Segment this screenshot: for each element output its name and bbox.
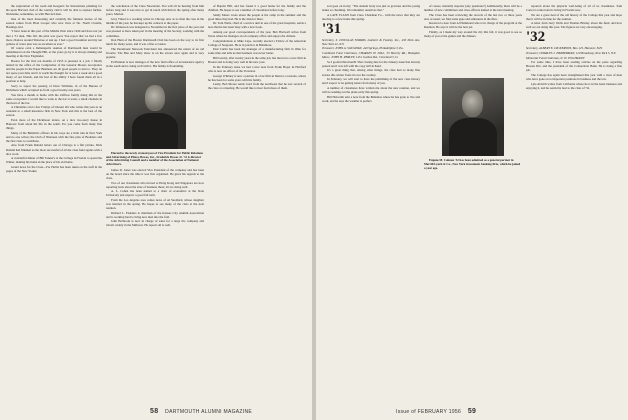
paragraph: of Baptist Hill, and has found it a good home for the family and the children. He hopes to see a number of classmates before long. [208, 4, 306, 13]
paragraph: It's a great thing that, among other things, the class had so many fine stories this winter from all over the country. [322, 68, 420, 77]
magazine-title: DARTMOUTH ALUMNI MAGAZINE [165, 409, 253, 415]
paragraph: A number of classmates have written me about the new reunion, and we will be sending out the plans early this spring. [322, 85, 420, 94]
right-col3-text-after [526, 60, 622, 90]
paragraph: of course, mentally superior (any questions?) Additionally, there will be a number of new committees and class officers named at the next meeting. [424, 4, 522, 13]
paragraph: Grand news for the Class—Far Hollis has been taken on the staff in the pages of the New Yorker. [6, 164, 102, 173]
left-col2-text [106, 4, 204, 68]
paragraph: Boston for the first ten months of 1955 is pursued at a job. I finally landed in the office of the Comptroller of the General Motors Acceptance and the people in the Paper Business are all good people to turn to. They do not spare your time and it is worth the thought for at least a week and a good many of our friends, and his feel of his ability I have found them all in a position to help. [6, 58, 102, 84]
left-column-3 [208, 4, 306, 402]
right-page [316, 0, 628, 420]
paragraph: In the February issue we had a nice note from Frank Boyer in Hartford who is now an officer of the Travelers. [208, 64, 306, 73]
paragraph: Don Hunt of the Boston Dartmouth Club has been on the way to its first lunch for many years, and it was a fine occasion. [106, 38, 204, 47]
paragraph: Many of the Bulletin's officers in his ways are a little rain in New York and no one writes; the Club of Nineteen with the fine plan of Boulders and the first class to contribute. [6, 130, 102, 143]
paragraph: In February, we will start to have the publishing of the new class history and I expect to be getting letters from many of you. [322, 77, 420, 86]
paragraph: Congratulations to Mike Cape, recently elected a Fellow of the American College of Surgeons. He is in practice in Baltimore. [208, 38, 306, 47]
paragraph: One of the most interesting and certainly the funniest stories of the season comes from Brad Cooper who now lives at No. North Clarella, Hastings, Ind. [6, 16, 102, 29]
paragraph: A LATE FLASH from Class Chairman Fo... with the news that they are moving to a new home this spring. [322, 12, 420, 21]
treasurer-line-32: Treasurer, CHARLES J. ZIMMERMAN, 120 Broadway, New York 5, N.Y. [526, 51, 617, 56]
paragraph: You have a month at home with the Zaffiros family doing this in the same occupation. I would like to write to the bar at work, a small clientele in the heart of the bar. [6, 92, 102, 105]
right-column-1 [322, 4, 420, 402]
left-col2-text-after [106, 168, 204, 228]
right-column-2 [424, 4, 522, 402]
paragraph: Ed Hannon is now manager of the new field office of an insurance agency in the south and is doing well with it. His family is flourishing. [106, 59, 204, 68]
paragraph: The College has again been strengthened this year with a class of men who have gone on to important positions in business and the law. [526, 73, 622, 82]
paragraph: Sandy Mears wrote about the people at his camp in the summer and the good times they had. He is the director there. [208, 12, 306, 21]
paragraph: We are a great deal of the old history of the College this year and hope that it will be in time for the reunion. [526, 12, 622, 21]
paragraph: the exploration of his room and Keegan's for illustrations planning for his upon Harvard club of the country club it will be able to explore further. Nickname, sometimes, as with Harvard men. [6, 4, 102, 17]
right-footer [396, 408, 476, 415]
right-col3-text [526, 4, 622, 29]
paragraph: Finally, as I made my way around the city this fall, it was good to see so many of you at the games and the dinners. [424, 30, 522, 39]
paragraph: "I have been in this part of the Middle West since 1940 and have not yet met a '31 man. This fall, the pilot was good. You report that we had a few more chances around Shawnee at sun up. I had a good breakfast and my ten gallons of water plus was as excellent as ever." [6, 29, 102, 46]
right-col1-text [322, 4, 420, 21]
fund-chairman-line-31: Combined Fund Chairman, CHARLES H. DILL, 33 Beverly Rd., Hampden Mass.; JOHN H. PERLEY, 1451 Gordon Rd., Cleveland 3, O. [322, 51, 420, 60]
left-column-2 [106, 4, 204, 402]
paragraph: Sorry to report the passing of Dave Williams, in of the Bureau of Dickinson which occupied us from a good twenty-one years. [6, 83, 102, 92]
paragraph: sort goes on in my: "The student body was just as gracious and the young ladies so charming. We remember ourselves that." [322, 4, 420, 13]
paragraph: Bill Garrity, after twenty years in the same job, has moved to a new firm in Boston and is doing very well in his new post. [208, 56, 306, 65]
paragraph: From the Los Angeles area comes news of Al Stoddard, whose daughter was married in the spring. He hopes to see many of the class at the next reunion. [106, 198, 204, 211]
paragraph: So I goofed this month! That closing date for the January issue had already passed and I was left with the copy still in hand. [322, 59, 420, 68]
paragraph: For some time, I have been reading articles on the press regarding Brooks Dix, and the president of the Connecticut Bank. He is doing a fine job. [526, 60, 622, 73]
left-page [0, 0, 312, 420]
paragraph: Richard L. Flanders is chairman of the Kansas City Alumni Association and is working hard to bring new men into the fold. [106, 210, 204, 219]
paragraph: Two of our classmates who moved to Hong Kong and Singapore are now reporting back about the state of business there; all are doing well. [106, 180, 204, 189]
class-heading-31: '31 [322, 20, 342, 37]
left-col1-text [6, 4, 102, 173]
paragraph: James D. Jones was elected Vice President of the company and has been on the board since the time it was first organized. He gives his regards to the class. [106, 167, 204, 180]
page-number-right: 59 [467, 408, 477, 415]
paragraph: A wonderful dinner of Bill Tanner's at the College in Florida to spend the Winter, making his home in the place of his old home. [6, 156, 102, 165]
photo-caption-colman: Eugene M. Colman '32 has been admitted as a general partner in Merrill Lynch & Co., New York investment banking firm, which he joined a year ago. [424, 158, 521, 170]
left-col3-text [208, 4, 306, 90]
paragraph: A Christmas card a few Fridays of Chester Ott who writes this year as an assistant to a small insurance firm in New York and this is the best of the season. [6, 105, 102, 118]
paragraph: John Holbrook is now in charge of sales for a large tile company and travels widely in the Midwest. He reports all is well. [106, 219, 204, 228]
paragraph: Lastly, Bob Moore sends word from the northwest that he saw several of the class at a meeting. He would like to hear from more of them. [208, 82, 306, 91]
paragraph: Even more of the Dickinson letters, on a nice two-story house in Hanover from about his life in the south. For you come from many fine things. [6, 118, 102, 131]
paragraph: The Paramount Network Television has announced the return of an old favorite. The Ben and Mary show is on the screen once again and is very popular. [106, 46, 204, 59]
paragraph: Dr. Tom Wells, chief of a service unit in one of the great hospitals, sends a note that he has been busy with a new book. [208, 21, 306, 30]
secretary-line-32: Secretary, ALBERT E. DICKERSON, Box 125, Hanover, N.H. [526, 46, 603, 51]
right-col1-text-after [322, 60, 420, 103]
paragraph: the conclusion of the Class Newsletter. You will all be hearing from him before long and it was nice to get in touch with him in the spring after many years, Marion. [106, 4, 204, 17]
paragraph: Of course even a Indianapolis reunion of Dartmouth men would be remembered on the Thought Hill, as the years go by it is always making and meeting at the New Englander. [6, 46, 102, 59]
left-footer [150, 408, 252, 415]
paragraph: Bill Holcomb sent a note from the Bahamas where he has gone to live and work, and he says the weather is perfect. [322, 94, 420, 103]
treasurer-line-31: Treasurer, JOHN A. VAUGHAN, 440 Springs, Philadelphia 3, Pa. [322, 46, 404, 51]
paragraph: George Whitney is now a partner in a law firm in Denver, Colorado, where he has been for some years with his family. [208, 73, 306, 82]
paragraph: Among our good correspondents of the year, Bob Hartwell writes from Texas where he manages an oil company office and enjoys the climate. [208, 30, 306, 39]
fund-chairman-line-32: Memorial Fund Chairman, N. W. VOGTMANN [526, 55, 585, 60]
paragraph: A letter from Jerry Wells and Thomas Brinley about the fund, and how well we are doing this year. The figures are very encouraging. [526, 21, 622, 30]
issue-date: Issue of FEBRUARY 1956 [396, 409, 462, 415]
paragraph: A. L. Cohen has been named to a chair of economics at the State University and expects a good fall term. [106, 189, 204, 198]
secretary-line-31: Secretary, S. DOUGLAS NORRIS, Lambert & Feasley, Inc., 430 Park Ave, New York 22, N.Y. [322, 37, 420, 46]
right-col2-text [424, 4, 522, 38]
right-column-3 [526, 4, 622, 402]
page-number-left: 58 [150, 408, 159, 415]
paragraph: Jerry Tinsel is a working writer in Chicago and, as is often the case in the middle of the year, he has kept up his contacts at the paper. [106, 16, 204, 25]
portrait-photo-colman [442, 78, 504, 156]
paragraph: Paul Curtin has been the manager of a manufacturing firm in Ohio for some time and tells us that business was never better. [208, 47, 306, 56]
paragraph: Also from Frank Ruland letters out of Chicago is a full picture. Dick Ruland had finished as the most successful of all the class fund agents with a nice word. [6, 143, 102, 156]
paragraph: Dr. Dickerson was delegated to November in the first place of the year and was pleased to have taken part in the meeting of the Society, working with the committee. [106, 25, 204, 38]
class-heading-32: '32 [526, 29, 546, 46]
portrait-photo-bowes [124, 71, 186, 149]
paragraph: Lyle Aldrich writes from California where he is in the hotel business and enjoying it, and he sends his best to the class of '32. [526, 81, 622, 90]
paragraph: Received a note from Al Hammond who is in charge of the program at the Reunion. He says it will be the best yet. [424, 21, 522, 30]
photo-caption-bowes: Elected to the newly created post of Vice President for Public Relations and Advertising of Pitney-Bowes, Inc., Frederick Bowes Jr. '31 is director of the Advertising Council and a member of the Association of National Advertisers. [106, 150, 203, 167]
paragraph: reported about the physical well-being of all of us classmates. Sam Carter is retired and is living in Florida now. [526, 4, 622, 13]
left-column-1 [6, 4, 102, 402]
paragraph: The Class has been reviewing the records of the last two or three years and, as usual, we find some gaps and omissions in the files. [424, 12, 522, 21]
